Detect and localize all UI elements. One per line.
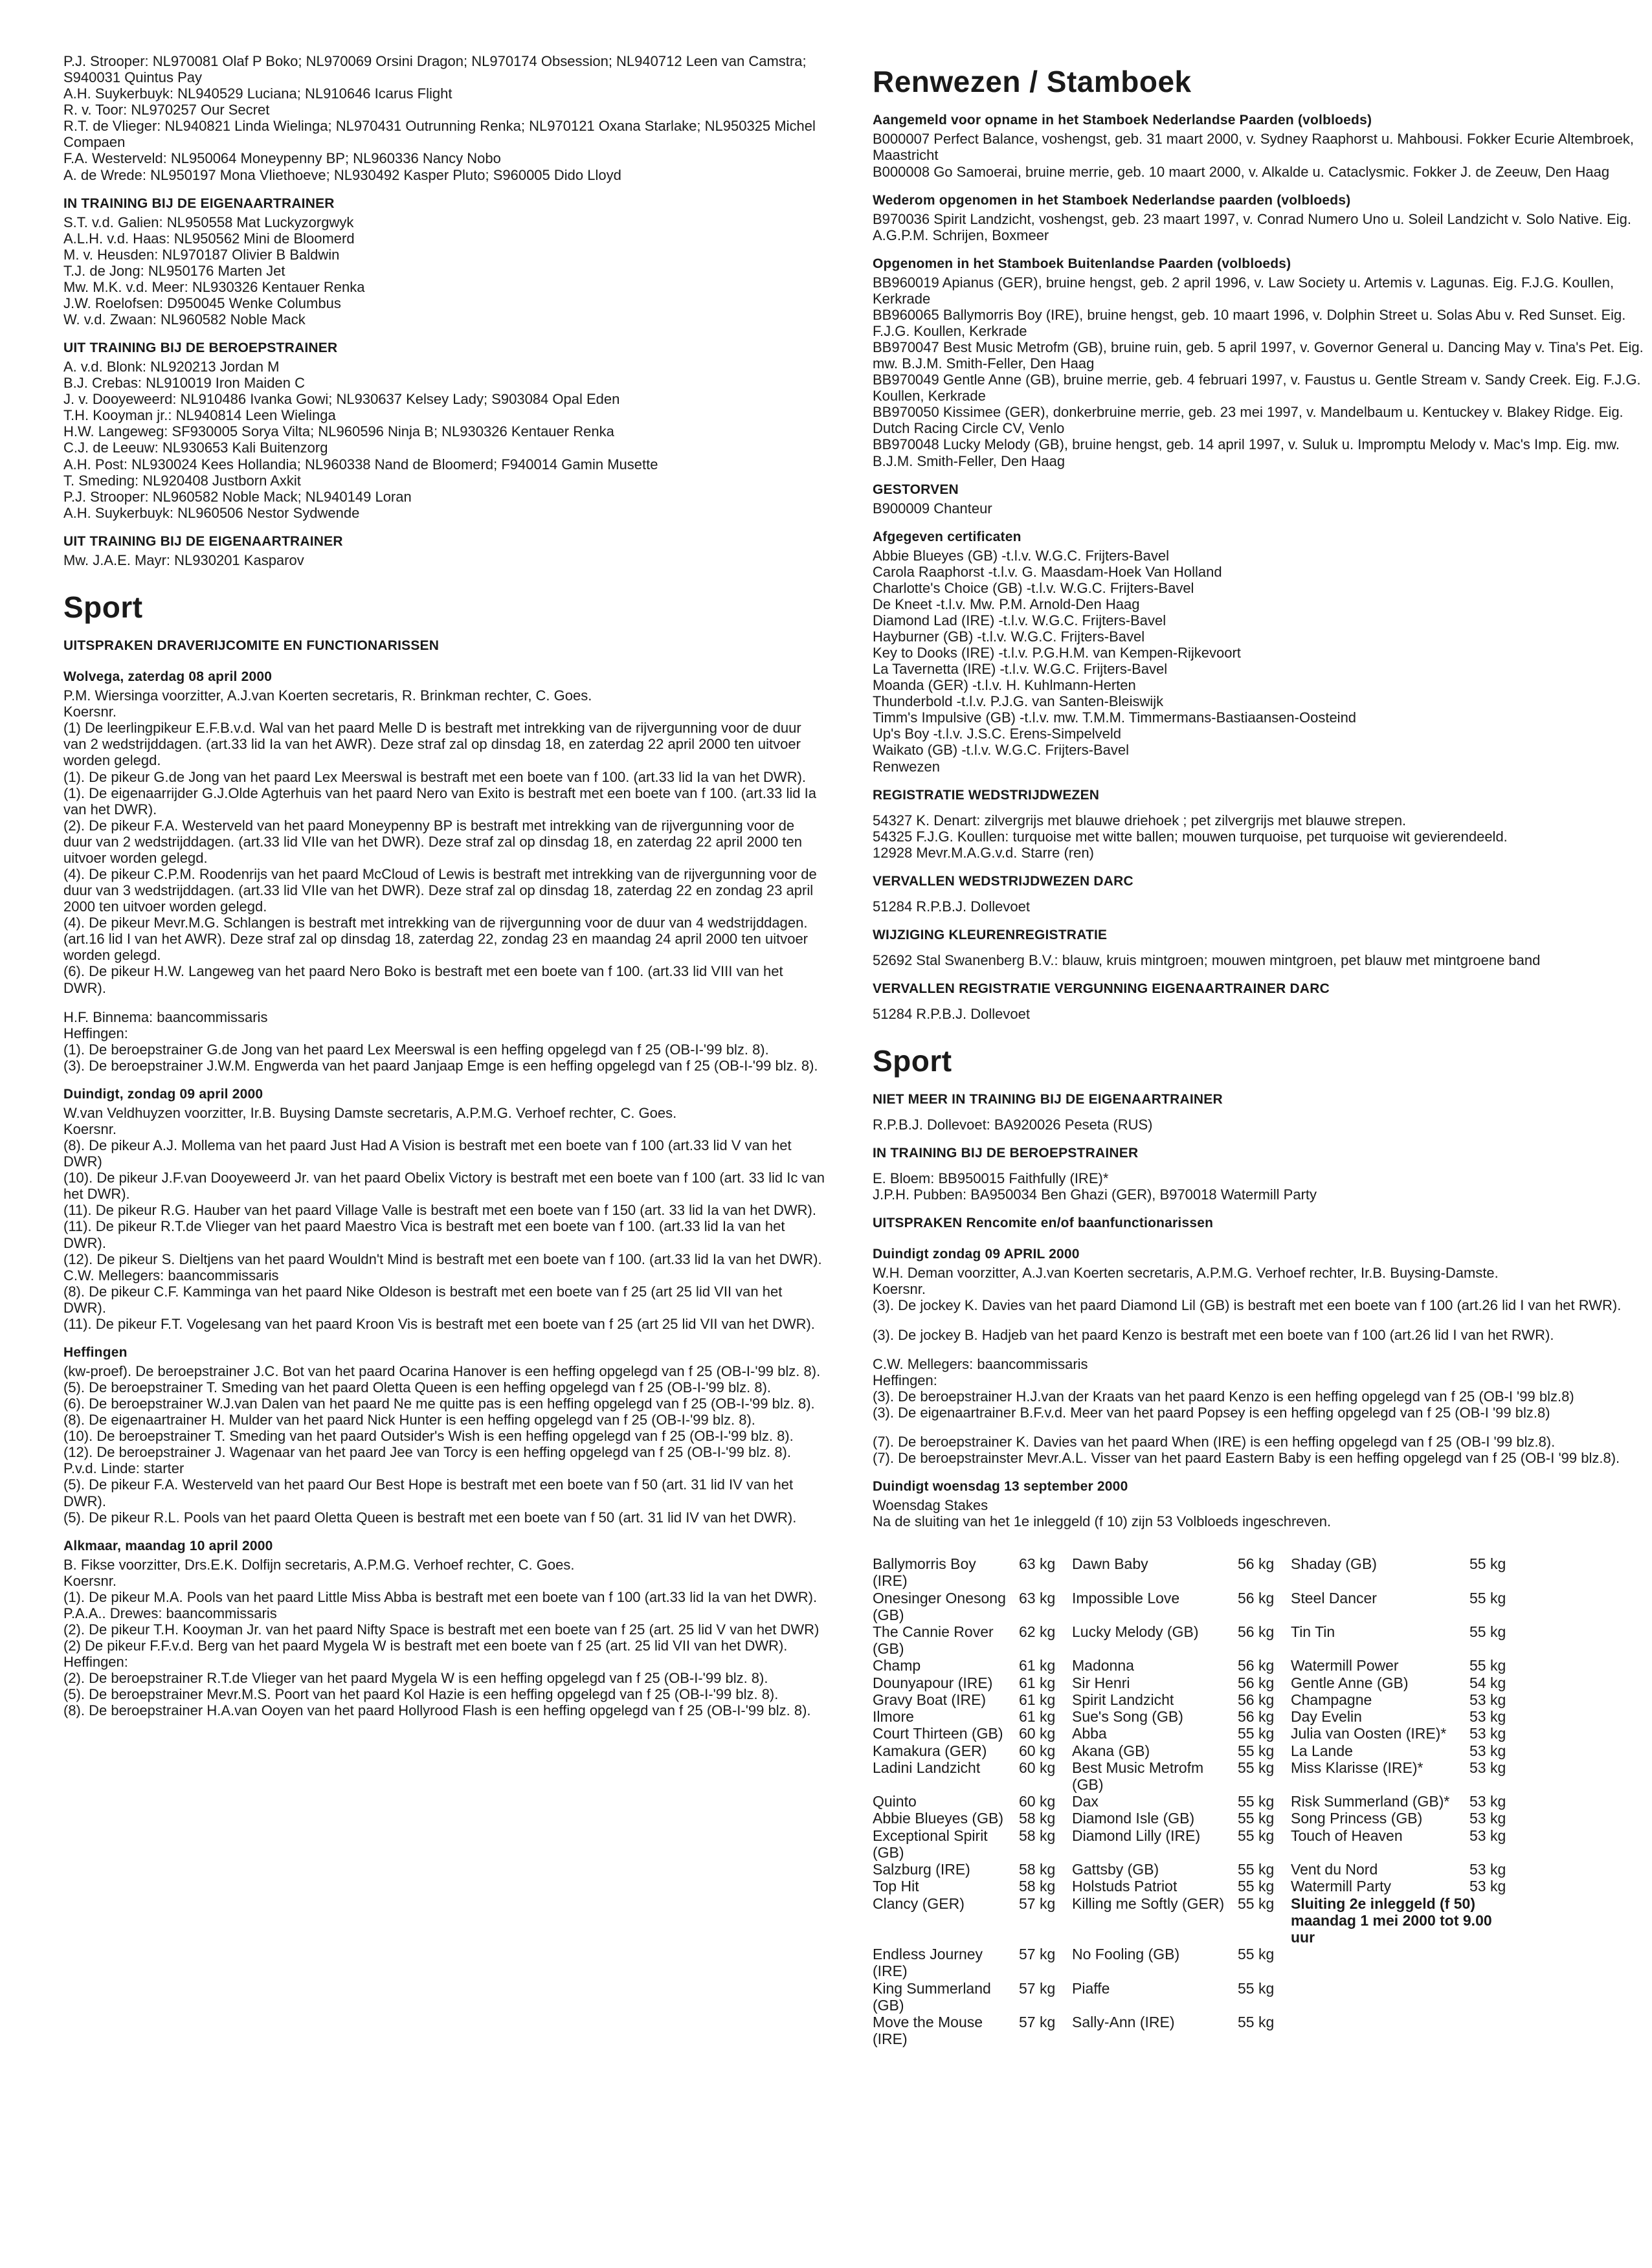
text-line: Charlotte's Choice (GB) -t.l.v. W.G.C. Frijters-Bavel (873, 579, 1194, 596)
text-line: P.A.A.. Drewes: baancommissaris (63, 1605, 277, 1621)
text-line: (2) De pikeur F.F.v.d. Berg van het paard Mygela W is bestraft met een boete van f 25 (art. 25 lid VII van het DWR). (63, 1638, 788, 1654)
entry-name: Abba (1072, 1725, 1107, 1742)
text-line: Koersnr. (63, 704, 117, 720)
text-line: (6). De pikeur H.W. Langeweg van het paard Nero Boko is bestraft met een boete van f 100. (art.33 lid VIII van het DWR). (63, 963, 783, 996)
entry-weight: 55 kg (1238, 1861, 1275, 1878)
text-line: Koersnr. (873, 1281, 926, 1298)
text-line: Koersnr. (63, 1572, 117, 1589)
entry-name: Champ (873, 1657, 921, 1674)
entry-name: Move the Mouse (IRE) (873, 2014, 983, 2048)
text-line: W.H. Deman voorzitter, A.J.van Koerten secretaris, A.P.M.G. Verhoef rechter, Ir.B. Buysing-Damste. (873, 1265, 1499, 1282)
right-column (873, 53, 1652, 2047)
entry-name: King Summerland (GB) (873, 1979, 991, 2014)
text-line: A.L.H. v.d. Haas: NL950562 Mini de Bloomerd (63, 230, 355, 247)
text-line: Up's Boy -t.l.v. J.S.C. Erens-Simpelveld (873, 726, 1122, 742)
text-line: Carola Raaphorst -t.l.v. G. Maasdam-Hoek Van Holland (873, 563, 1222, 580)
text-line: (5). De pikeur F.A. Westerveld van het paard Our Best Hope is bestraft met een boete van f 50 (art. 31 lid IV van het DWR). (63, 1476, 794, 1509)
text-line: J.P.H. Pubben: BA950034 Ben Ghazi (GER), B970018 Watermill Party (873, 1186, 1317, 1203)
entry-name: Touch of Heaven (1291, 1827, 1403, 1844)
text-line: P.J. Strooper: NL960582 Noble Mack; NL940149 Loran (63, 488, 412, 505)
entry-weight: 63 kg (1019, 1555, 1056, 1573)
ruling-list (63, 1363, 825, 1526)
text-line: (3). De jockey K. Davies van het paard Diamond Lil (GB) is bestraft met een boete van f 100 (art.26 lid I van het RWR). (873, 1297, 1622, 1314)
section-heading: UITSPRAKEN Rencomite en/of baanfunctionarissen (873, 1216, 1214, 1231)
entry-weight: 61 kg (1019, 1657, 1056, 1674)
registration-list (873, 812, 1652, 861)
entry-name: Spirit Landzicht (1072, 1691, 1174, 1708)
trainer-list (63, 359, 825, 521)
entry-weight: 56 kg (1238, 1623, 1275, 1641)
sport-title: Sport (873, 1043, 952, 1078)
text-line: Diamond Lad (IRE) -t.l.v. W.G.C. Frijters-Bavel (873, 612, 1166, 628)
text-line: (11). De pikeur R.T.de Vlieger van het paard Maestro Vica is bestraft met een boete van f 100. (art.33 lid Ia van het DWR). (63, 1218, 785, 1251)
entry-name: Madonna (1072, 1657, 1134, 1674)
sport-title: Sport (63, 590, 143, 624)
registry-list (873, 211, 1652, 243)
entry-weight: 53 kg (1469, 1691, 1506, 1708)
section-heading: UIT TRAINING BIJ DE EIGENAARTRAINER (63, 533, 343, 549)
section-heading: UIT TRAINING BIJ DE BEROEPSTRAINER (63, 340, 338, 356)
entry-weight: 55 kg (1238, 1895, 1275, 1912)
text-line: M. v. Heusden: NL970187 Olivier B Baldwin (63, 246, 340, 263)
entry-name: Gentle Anne (GB) (1291, 1674, 1409, 1691)
text-line: (kw-proef). De beroepstrainer J.C. Bot van het paard Ocarina Hanover is een heffing opgelegd van f 25 (OB-I-'99 blz. 8). (63, 1362, 821, 1379)
text-line: A.H. Suykerbuyk: NL960506 Nestor Sydwende (63, 504, 360, 521)
entry-weight: 58 kg (1019, 1810, 1056, 1827)
text-line: BB970049 Gentle Anne (GB), bruine merrie, geb. 4 februari 1997, v. Faustus u. Gentle Stream v. Sandy Creek. Eig. F.J.G. Koullen, Kerkrade (873, 372, 1641, 405)
entry-name: Clancy (GER) (873, 1895, 965, 1912)
entry-weight: 55 kg (1238, 1827, 1275, 1844)
text-line: A. v.d. Blonk: NL920213 Jordan M (63, 359, 280, 375)
entry-weight: 61 kg (1019, 1708, 1056, 1726)
section-heading: Afgegeven certificaten (873, 529, 1021, 544)
entries-table (873, 1555, 1652, 2047)
ruling-list (873, 1434, 1652, 1466)
entry-name: Exceptional Spirit (GB) (873, 1827, 988, 1861)
text-line: Heffingen: (63, 1025, 128, 1041)
entry-weight: 53 kg (1469, 1759, 1506, 1776)
closing-note: Sluiting 2e inleggeld (f 50) maandag 1 mei 2000 tot 9.00 uur (1291, 1895, 1492, 1946)
text-line: (5). De beroepstrainer Mevr.M.S. Poort van het paard Kol Hazie is een heffing opgelegd van f 25 (OB-I-'99 blz. 8). (63, 1686, 779, 1703)
text-line: (5). De beroepstrainer T. Smeding van het paard Oletta Queen is een heffing opgelegd van f 25 (OB-I-'99 blz. 8). (63, 1379, 772, 1395)
text-line: C.J. de Leeuw: NL930653 Kali Buitenzorg (63, 439, 328, 456)
entry-name: Ilmore (873, 1708, 914, 1726)
entry-name: Tin Tin (1291, 1623, 1335, 1641)
trainer-list (63, 214, 825, 328)
text-line: B000008 Go Samoerai, bruine merrie, geb. 10 maart 2000, v. Alkalde u. Cataclysmic. Fokker J. de Zeeuw, Den Haag (873, 163, 1610, 180)
entry-name: Dawn Baby (1072, 1555, 1148, 1573)
section-heading: VERVALLEN WEDSTRIJDWEZEN DARC (873, 873, 1133, 889)
text-line: Hayburner (GB) -t.l.v. W.G.C. Frijters-Bavel (873, 628, 1145, 645)
text-line: Renwezen (873, 758, 940, 775)
entry-name: Gravy Boat (IRE) (873, 1691, 987, 1708)
text-line: Key to Dooks (IRE) -t.l.v. P.G.H.M. van Kempen-Rijkevoort (873, 645, 1241, 661)
entry-name: Piaffe (1072, 1979, 1110, 1997)
text-line: A.H. Post: NL930024 Kees Hollandia; NL960338 Nand de Bloomerd; F940014 Gamin Musette (63, 456, 658, 472)
entry-name: Miss Klarisse (IRE)* (1291, 1759, 1423, 1776)
entry-name: Killing me Softly (GER) (1072, 1895, 1225, 1912)
entry-weight: 55 kg (1469, 1657, 1506, 1674)
text-line: H.W. Langeweg: SF930005 Sorya Vilta; NL960596 Ninja B; NL930326 Kentauer Renka (63, 423, 614, 440)
entry-name: Vent du Nord (1291, 1861, 1378, 1878)
entry-name: Holstuds Patriot (1072, 1878, 1178, 1895)
entry-weight: 55 kg (1238, 2014, 1275, 2031)
entry-name: Julia van Oosten (IRE)* (1291, 1725, 1447, 1742)
text-line: J. v. Dooyeweerd: NL910486 Ivanka Gowi; NL930637 Kelsey Lady; S903084 Opal Eden (63, 391, 620, 408)
text-line: 54325 F.J.G. Koullen: turquoise met witte ballen; mouwen turquoise, pet turquoise wit gevierendeeld. (873, 828, 1508, 845)
renwezen-title: Renwezen / Stamboek (873, 65, 1192, 98)
entry-weight: 60 kg (1019, 1725, 1056, 1742)
text-line: B000007 Perfect Balance, voshengst, geb. 31 maart 2000, v. Sydney Raaphorst u. Mahbousi. Fokker Ecurie Altembroek, Maastricht (873, 131, 1635, 164)
empty-cell (1291, 2014, 1459, 2047)
text-line: E. Bloem: BB950015 Faithfully (IRE)* (873, 1170, 1109, 1187)
ruling-list (873, 1356, 1652, 1421)
text-line: Mw. J.A.E. Mayr: NL930201 Kasparov (63, 551, 304, 568)
trainer-list (63, 552, 825, 568)
entry-weight: 58 kg (1019, 1827, 1056, 1844)
entry-weight: 61 kg (1019, 1674, 1056, 1691)
entry-name: Kamakura (GER) (873, 1742, 987, 1759)
section-heading: VERVALLEN REGISTRATIE VERGUNNING EIGENAARTRAINER DARC (873, 981, 1330, 996)
text-line: W.van Veldhuyzen voorzitter, Ir.B. Buysing Damste secretaris, A.P.M.G. Verhoef rechter, C. Goes. (63, 1104, 677, 1121)
text-line: 12928 Mevr.M.A.G.v.d. Starre (ren) (873, 844, 1094, 861)
entry-weight: 53 kg (1469, 1861, 1506, 1878)
entry-name: Dounyapour (IRE) (873, 1674, 993, 1691)
text-line: (12). De pikeur S. Dieltjens van het paard Wouldn't Mind is bestraft met een boete van f 100. (art.33 lid Ia van het DWR). (63, 1251, 822, 1267)
section-heading: UITSPRAKEN DRAVERIJCOMITE EN FUNCTIONARISSEN (63, 638, 440, 654)
entry-weight: 55 kg (1238, 1979, 1275, 1997)
text-line: (2). De pikeur F.A. Westerveld van het paard Moneypenny BP is bestraft met intrekking van de rijvergunning voor de duur van 2 wedstrijddagen. (art.33 lid VIIe van het DWR). Deze straf zal op dinsdag 18, en zaterdag 22 april 2000 ten uitvoer worden gelegd. (63, 817, 802, 866)
entry-name: Song Princess (GB) (1291, 1810, 1423, 1827)
ruling-list (63, 687, 825, 995)
entry-name: Onesinger Onesong (GB) (873, 1589, 1006, 1623)
entry-weight: 53 kg (1469, 1725, 1506, 1742)
text-line: C.W. Mellegers: baancommissaris (63, 1267, 279, 1284)
entry-name: The Cannie Rover (GB) (873, 1623, 994, 1658)
text-line: P.M. Wiersinga voorzitter, A.J.van Koerten secretaris, R. Brinkman rechter, C. Goes. (63, 687, 592, 704)
text-line: De Kneet -t.l.v. Mw. P.M. Arnold-Den Haag (873, 595, 1140, 612)
left-column (63, 53, 825, 1718)
meeting-heading: Alkmaar, maandag 10 april 2000 (63, 1538, 273, 1553)
text-line: A.H. Suykerbuyk: NL940529 Luciana; NL910646 Icarus Flight (63, 85, 452, 102)
entry-weight: 53 kg (1469, 1742, 1506, 1759)
entry-name: Top Hit (873, 1878, 919, 1895)
text-line: 54327 K. Denart: zilvergrijs met blauwe driehoek ; pet zilvergrijs met blauwe strepen. (873, 812, 1407, 828)
entry-weight: 53 kg (1469, 1708, 1506, 1726)
entry-weight: 54 kg (1469, 1674, 1506, 1691)
text-line: F.A. Westerveld: NL950064 Moneypenny BP; NL960336 Nancy Nobo (63, 150, 501, 167)
text-line: T. Smeding: NL920408 Justborn Axkit (63, 472, 301, 489)
text-line: Mw. M.K. v.d. Meer: NL930326 Kentauer Renka (63, 278, 365, 295)
ruling-list (63, 1009, 825, 1074)
text-line: Heffingen: (873, 1372, 937, 1388)
entry-weight: 60 kg (1019, 1742, 1056, 1759)
entry-weight: 57 kg (1019, 1979, 1056, 1997)
text-line: BB960019 Apianus (GER), bruine hengst, geb. 2 april 1996, v. Law Society u. Artemis v. Lagunas. Eig. F.J.G. Koullen, Kerkrade (873, 274, 1614, 307)
entry-weight: 55 kg (1238, 1759, 1275, 1776)
text-line: La Tavernetta (IRE) -t.l.v. W.G.C. Frijters-Bavel (873, 661, 1168, 678)
text-line: S.T. v.d. Galien: NL950558 Mat Luckyzorgwyk (63, 214, 354, 230)
text-line: (1). De beroepstrainer G.de Jong van het paard Lex Meerswal is een heffing opgelegd van f 25 (OB-I-'99 blz. 8). (63, 1041, 769, 1058)
text-line: R.P.B.J. Dollevoet: BA920026 Peseta (RUS) (873, 1117, 1153, 1133)
entry-weight: 60 kg (1019, 1793, 1056, 1810)
entry-weight: 55 kg (1238, 1878, 1275, 1895)
entry-name: Champagne (1291, 1691, 1372, 1708)
entry-weight: 62 kg (1019, 1623, 1056, 1641)
text-line: Woensdag Stakes (873, 1496, 988, 1513)
entry-weight: 55 kg (1238, 1793, 1275, 1810)
entry-name: Gattsby (GB) (1072, 1861, 1159, 1878)
section-heading: REGISTRATIE WEDSTRIJDWEZEN (873, 787, 1100, 803)
registration-list (873, 898, 1652, 915)
section-heading: Aangemeld voor opname in het Stamboek Nederlandse Paarden (volbloeds) (873, 113, 1372, 128)
text-line: (12). De beroepstrainer J. Wagenaar van het paard Jee van Torcy is een heffing opgelegd van f 25 (OB-I-'99 blz. 8). (63, 1444, 791, 1461)
section-heading: IN TRAINING BIJ DE EIGENAARTRAINER (63, 195, 335, 211)
entry-weight: 58 kg (1019, 1861, 1056, 1878)
text-line: BB970047 Best Music Metrofm (GB), bruine ruin, geb. 5 april 1997, v. Governor General u. Dancing May v. Tina's Pet. Eig. mw. B.J.M. Smith-Feller, Den Haag (873, 339, 1644, 372)
entry-name: Day Evelin (1291, 1708, 1362, 1726)
meeting-heading: Duindigt woensdag 13 september 2000 (873, 1479, 1128, 1495)
entry-weight: 56 kg (1238, 1691, 1275, 1708)
text-line: Waikato (GB) -t.l.v. W.G.C. Frijters-Bavel (873, 742, 1130, 759)
text-line: A. de Wrede: NL950197 Mona Vliethoeve; NL930492 Kasper Pluto; S960005 Dido Lloyd (63, 166, 621, 183)
ruling-list (63, 1557, 825, 1719)
text-line: B. Fikse voorzitter, Drs.E.K. Dolfijn secretaris, A.P.M.G. Verhoef rechter, C. Goes. (63, 1556, 575, 1573)
entry-name: Watermill Power (1291, 1657, 1399, 1674)
entry-name: Shaday (GB) (1291, 1555, 1377, 1573)
text-line: B970036 Spirit Landzicht, voshengst, geb. 23 maart 1997, v. Conrad Numero Uno u. Soleil Landzicht v. Solo Native. Eig. A.G.P.M. Schrijen, Boxmeer (873, 210, 1631, 243)
registry-list (873, 500, 1652, 517)
text-line: (5). De pikeur R.L. Pools van het paard Oletta Queen is bestraft met een boete van f 50 (art. 31 lid IV van het DWR). (63, 1509, 797, 1526)
text-line: (1) De leerlingpikeur E.F.B.v.d. Wal van het paard Melle D is bestraft met intrekking van de rijvergunning voor de duur van 2 wedstrijddagen. (art.33 lid Ia van het AWR). Deze straf zal op dinsdag 18, en zaterdag 22 april 2000 ten uitvoer worden gelegd. (63, 720, 801, 769)
entry-name: Diamond Isle (GB) (1072, 1810, 1195, 1827)
entry-name: Sue's Song (GB) (1072, 1708, 1183, 1726)
text-line: (8). De pikeur A.J. Mollema van het paard Just Had A Vision is bestraft met een boete van f 100 (art.33 lid V van het DWR) (63, 1137, 792, 1170)
trainer-list (873, 1117, 1652, 1133)
entry-name: Best Music Metrofm (GB) (1072, 1759, 1204, 1793)
text-line: B.J. Crebas: NL910019 Iron Maiden C (63, 375, 305, 392)
entry-weight: 58 kg (1019, 1878, 1056, 1895)
entry-name: Steel Dancer (1291, 1589, 1377, 1606)
text-line: (10). De beroepstrainer T. Smeding van het paard Outsider's Wish is een heffing opgelegd van f 25 (OB-I-'99 blz. 8). (63, 1428, 794, 1445)
owner-list-top (63, 53, 825, 183)
entry-name: Court Thirteen (GB) (873, 1725, 1003, 1742)
text-line: R. v. Toor: NL970257 Our Secret (63, 102, 270, 118)
entry-weight: 55 kg (1238, 1810, 1275, 1827)
text-line: (3). De eigenaartrainer B.F.v.d. Meer van het paard Popsey is een heffing opgelegd van f 25 (OB-I '99 blz.8) (873, 1404, 1550, 1421)
text-line: W. v.d. Zwaan: NL960582 Noble Mack (63, 311, 306, 328)
stakes-info (873, 1497, 1652, 1529)
entry-weight: 55 kg (1469, 1589, 1506, 1606)
text-line: (3). De jockey B. Hadjeb van het paard Kenzo is bestraft met een boete van f 100 (art.26 lid I van het RWR). (873, 1326, 1554, 1343)
text-line: (4). De pikeur C.P.M. Roodenrijs van het paard McCloud of Lewis is bestraft met intrekking van de rijvergunning voor de duur van 3 wedstrijddagen. (art.33 lid VIIe van het DWR). Deze straf zal op dinsdag 18, zaterdag 22 en zondag 23 april 2000 ten uitvoer worden gelegd. (63, 866, 817, 915)
text-line: Moanda (GER) -t.l.v. H. Kuhlmann-Herten (873, 677, 1136, 694)
ruling-list (63, 1105, 825, 1332)
text-line: (8). De pikeur C.F. Kamminga van het paard Nike Oldeson is bestraft met een boete van f 25 (art 25 lid VII van het DWR). (63, 1283, 783, 1316)
entry-weight: 60 kg (1019, 1759, 1056, 1776)
text-line: P.v.d. Linde: starter (63, 1460, 184, 1477)
entry-name: No Fooling (GB) (1072, 1946, 1180, 1963)
entry-name: Endless Journey (IRE) (873, 1946, 983, 1980)
entry-weight: 56 kg (1238, 1657, 1275, 1674)
entry-name: Salzburg (IRE) (873, 1861, 970, 1878)
text-line: Timm's Impulsive (GB) -t.l.v. mw. T.M.M. Timmermans-Bastiaansen-Oosteind (873, 709, 1357, 726)
entry-weight: 53 kg (1469, 1878, 1506, 1895)
text-line: BB970048 Lucky Melody (GB), bruine hengst, geb. 14 april 1997, v. Suluk u. Impromptu Melody v. Mac's Imp. Eig. mw. B.J.M. Smith-Feller, Den Haag (873, 436, 1620, 469)
text-line: Koersnr. (63, 1120, 117, 1137)
section-heading: Wederom opgenomen in het Stamboek Nederlandse paarden (volbloeds) (873, 192, 1351, 208)
text-line: Heffingen: (63, 1654, 128, 1671)
empty-cell (1291, 1946, 1459, 1979)
entry-weight: 53 kg (1469, 1827, 1506, 1844)
registry-list (873, 131, 1652, 179)
entry-name: Abbie Blueyes (GB) (873, 1810, 1003, 1827)
empty-cell (1469, 2014, 1512, 2047)
section-heading: Opgenomen in het Stamboek Buitenlandse Paarden (volbloeds) (873, 256, 1291, 271)
text-line: 51284 R.P.B.J. Dollevoet (873, 898, 1030, 915)
text-line: P.J. Strooper: NL970081 Olaf P Boko; NL970069 Orsini Dragon; NL970174 Obsession; NL940712 Leen van Camstra; S940031 Quintus Pay (63, 53, 807, 86)
text-line: B900009 Chanteur (873, 500, 992, 517)
empty-cell (1469, 1980, 1512, 2014)
entry-name: Lucky Melody (GB) (1072, 1623, 1199, 1641)
text-line: (4). De pikeur Mevr.M.G. Schlangen is bestraft met intrekking van de rijvergunning voor de duur van 4 wedstrijddagen. (art.16 lid I van het AWR). Deze straf zal op dinsdag 18, zaterdag 22, zondag 23 en maandag 24 april 2000 ten uitvoer worden gelegd. (63, 915, 809, 964)
text-line: (8). De beroepstrainer H.A.van Ooyen van het paard Hollyrood Flash is een heffing opgelegd van f 25 (OB-I-'99 blz. 8). (63, 1702, 811, 1719)
entry-name: Sally-Ann (IRE) (1072, 2014, 1175, 2031)
text-line: (7). De beroepstrainster Mevr.A.L. Visser van het paard Eastern Baby is een heffing opgelegd van f 25 (OB-I '99 blz.8). (873, 1449, 1620, 1466)
text-line: (8). De eigenaartrainer H. Mulder van het paard Nick Hunter is een heffing opgelegd van f 25 (OB-I-'99 blz. 8). (63, 1412, 755, 1429)
entry-weight: 56 kg (1238, 1589, 1275, 1606)
registry-list (873, 274, 1652, 469)
empty-cell (1291, 1980, 1459, 2014)
entry-name: Ballymorris Boy (IRE) (873, 1555, 976, 1590)
text-line: (2). De beroepstrainer R.T.de Vlieger van het paard Mygela W is een heffing opgelegd van f 25 (OB-I-'99 blz. 8). (63, 1670, 768, 1687)
entry-name: Sir Henri (1072, 1674, 1130, 1691)
text-line: Abbie Blueyes (GB) -t.l.v. W.G.C. Frijters-Bavel (873, 547, 1170, 564)
text-line: J.W. Roelofsen: D950045 Wenke Columbus (63, 295, 341, 311)
text-line: Thunderbold -t.l.v. P.J.G. van Santen-Bleiswijk (873, 693, 1164, 710)
section-heading: WIJZIGING KLEURENREGISTRATIE (873, 927, 1108, 942)
entry-weight: 55 kg (1469, 1555, 1506, 1573)
entry-name: Quinto (873, 1793, 917, 1810)
entry-name: Diamond Lilly (IRE) (1072, 1827, 1201, 1844)
text-line: Na de sluiting van het 1e inleggeld (f 10) zijn 53 Volbloeds ingeschreven. (873, 1513, 1332, 1530)
text-line: (11). De pikeur F.T. Vogelesang van het paard Kroon Vis is bestraft met een boete van f 25 (art 25 lid VII van het DWR). (63, 1315, 815, 1332)
text-line: 52692 Stal Swanenberg B.V.: blauw, kruis mintgroen; mouwen mintgroen, pet blauw met mintgroene band (873, 951, 1541, 968)
empty-cell (1469, 1946, 1512, 1979)
text-line: (7). De beroepstrainer K. Davies van het paard When (IRE) is een heffing opgelegd van f 25 (OB-I '99 blz.8). (873, 1433, 1556, 1450)
text-line: (2). De pikeur T.H. Kooyman Jr. van het paard Nifty Space is bestraft met een boete van f 25 (art. 25 lid V van het DWR) (63, 1621, 820, 1638)
meeting-heading: Heffingen (63, 1344, 128, 1360)
entry-weight: 61 kg (1019, 1691, 1056, 1708)
entry-weight: 56 kg (1238, 1555, 1275, 1573)
entry-weight: 55 kg (1469, 1623, 1506, 1641)
entry-name: Ladini Landzicht (873, 1759, 981, 1776)
ruling-list (873, 1265, 1652, 1313)
entry-weight: 55 kg (1238, 1946, 1275, 1963)
entry-weight: 57 kg (1019, 2014, 1056, 2031)
entry-name: Akana (GB) (1072, 1742, 1150, 1759)
ruling-list (873, 1327, 1652, 1343)
text-line: (1). De pikeur M.A. Pools van het paard Little Miss Abba is bestraft met een boete van f 100 (art.33 lid Ia van het DWR). (63, 1588, 818, 1605)
entry-weight: 56 kg (1238, 1674, 1275, 1691)
trainer-list (873, 1170, 1652, 1203)
entry-name: Risk Summerland (GB)* (1291, 1793, 1450, 1810)
text-line: (10). De pikeur J.F.van Dooyeweerd Jr. van het paard Obelix Victory is bestraft met een boete van f 100 (art. 33 lid Ic van het DWR). (63, 1170, 825, 1203)
meeting-heading: Duindigt zondag 09 APRIL 2000 (873, 1247, 1080, 1262)
text-line: (6). De beroepstrainer W.J.van Dalen van het paard Ne me quitte pas is een heffing opgelegd van f 25 (OB-I-'99 blz. 8). (63, 1395, 815, 1412)
meeting-heading: Duindigt, zondag 09 april 2000 (63, 1086, 263, 1102)
text-line: (3). De beroepstrainer H.J.van der Kraats van het paard Kenzo is een heffing opgelegd van f 25 (OB-I '99 blz.8) (873, 1388, 1574, 1405)
text-line: BB970050 Kissimee (GER), donkerbruine merrie, geb. 23 mei 1997, v. Mandelbaum u. Kentuckey v. Blakey Ridge. Eig. Dutch Racing Circle CV, Venlo (873, 404, 1624, 437)
certificate-list (873, 548, 1652, 775)
registration-list (873, 1006, 1652, 1022)
entry-weight: 56 kg (1238, 1708, 1275, 1726)
text-line: (3). De beroepstrainer J.W.M. Engwerda van het paard Janjaap Emge is een heffing opgelegd van f 25 (OB-I-'99 blz. 8). (63, 1057, 818, 1074)
entry-name: Watermill Party (1291, 1878, 1392, 1895)
text-line: BB960065 Ballymorris Boy (IRE), bruine hengst, geb. 10 maart 1996, v. Dolphin Street u. Solas Abu v. Red Sunset. Eig. F.J.G. Koullen, Kerkrade (873, 306, 1626, 339)
entry-name: La Lande (1291, 1742, 1353, 1759)
entry-weight: 57 kg (1019, 1895, 1056, 1912)
section-heading: GESTORVEN (873, 482, 959, 497)
entry-weight: 55 kg (1238, 1725, 1275, 1742)
entry-weight: 63 kg (1019, 1589, 1056, 1606)
entry-name: Impossible Love (1072, 1589, 1180, 1606)
section-heading: NIET MEER IN TRAINING BIJ DE EIGENAARTRAINER (873, 1092, 1223, 1107)
entry-weight: 53 kg (1469, 1793, 1506, 1810)
text-line: 51284 R.P.B.J. Dollevoet (873, 1005, 1030, 1022)
entry-weight: 55 kg (1238, 1742, 1275, 1759)
text-line: H.F. Binnema: baancommissaris (63, 1008, 268, 1025)
text-line: T.H. Kooyman jr.: NL940814 Leen Wielinga (63, 407, 336, 424)
text-line: T.J. de Jong: NL950176 Marten Jet (63, 262, 285, 279)
text-line: (1). De eigenaarrijder G.J.Olde Agterhuis van het paard Nero van Exito is bestraft met een boete van f 100. (art.33 lid Ia van het DWR). (63, 784, 816, 817)
text-line: C.W. Mellegers: baancommissaris (873, 1355, 1088, 1372)
entry-weight: 57 kg (1019, 1946, 1056, 1963)
entry-weight: 53 kg (1469, 1810, 1506, 1827)
text-line: (11). De pikeur R.G. Hauber van het paard Village Valle is bestraft met een boete van f 150 (art. 33 lid Ia van het DWR). (63, 1202, 816, 1219)
meeting-heading: Wolvega, zaterdag 08 april 2000 (63, 669, 273, 685)
registration-list (873, 952, 1652, 968)
entry-name: Dax (1072, 1793, 1099, 1810)
text-line: (1). De pikeur G.de Jong van het paard Lex Meerswal is bestraft met een boete van f 100. (art.33 lid Ia van het DWR). (63, 768, 807, 785)
text-line: R.T. de Vlieger: NL940821 Linda Wielinga; NL970431 Outrunning Renka; NL970121 Oxana Starlake; NL950325 Michel Compaen (63, 118, 816, 151)
section-heading: IN TRAINING BIJ DE BEROEPSTRAINER (873, 1146, 1139, 1161)
